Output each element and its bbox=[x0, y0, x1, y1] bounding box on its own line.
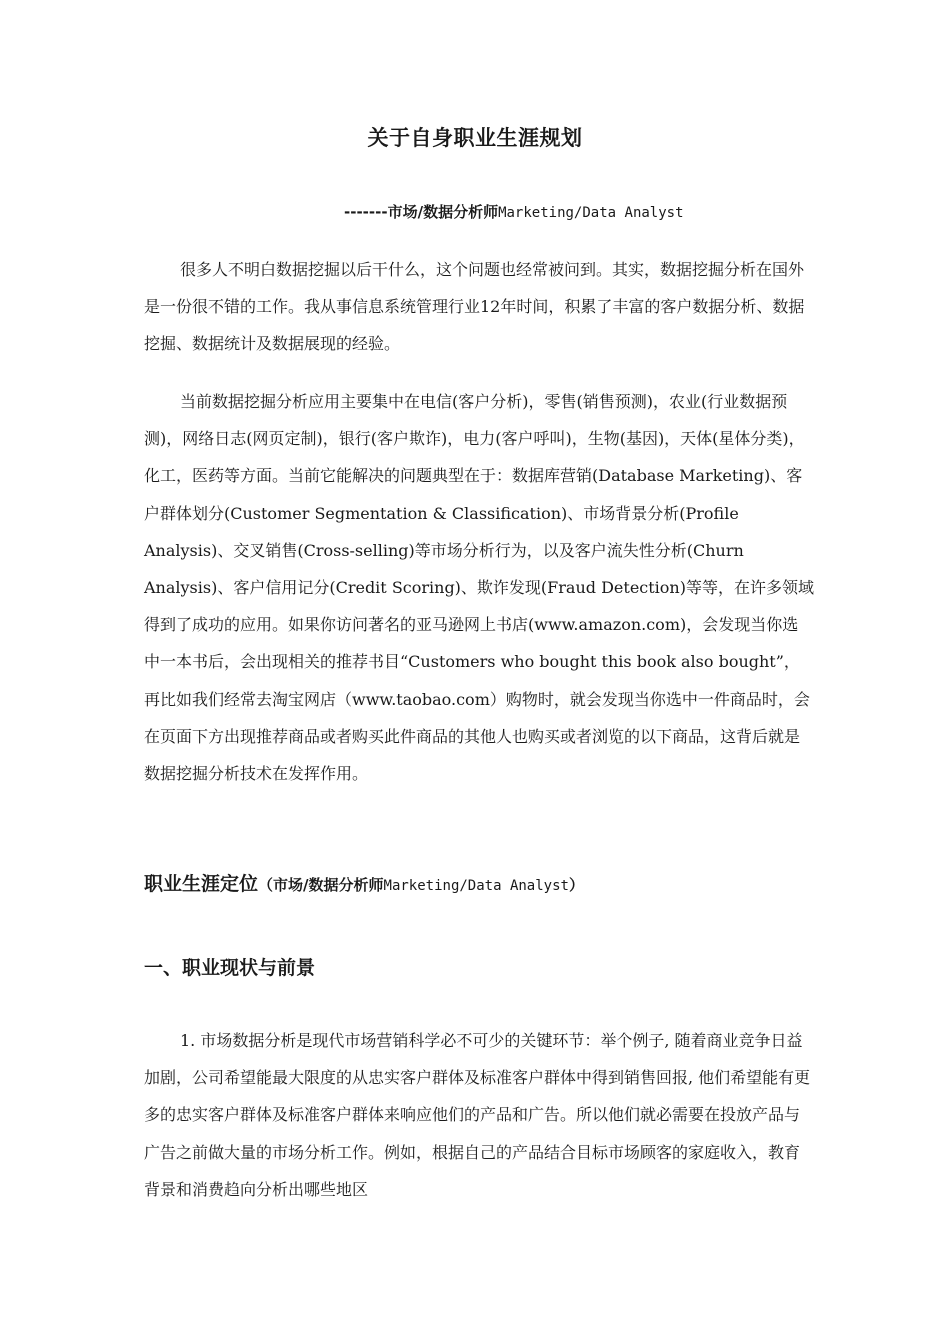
subtitle-chinese: 市场/数据分析师 bbox=[387, 203, 499, 221]
subtitle-english: Marketing/Data Analyst bbox=[498, 205, 684, 221]
career-positioning-english: Marketing/Data Analyst bbox=[383, 878, 569, 894]
document-title: 关于自身职业生涯规划 bbox=[367, 126, 583, 150]
subtitle-dashes: ------- bbox=[344, 203, 388, 221]
career-positioning-open-paren: （ bbox=[258, 876, 274, 894]
career-positioning-close-paren: ） bbox=[568, 876, 584, 894]
career-positioning-chinese: 市场/数据分析师 bbox=[273, 876, 384, 894]
section-one-paragraph: 1. 市场数据分析是现代市场营销科学必不可少的关键环节：举个例子, 随着商业竞争日益加剧，公司希望能最大限度的从忠实客户群体及标准客户群体中得到销售回报, 他们希望能有更多的忠实客户群体及标准客户群体来响应他们的产品和广告。所以他们就必需要在投放产品与广告之前做大量的市场分析工作。例如，根据自己的产品结合目标市场顾客的家庭收入，教育背景和消费趋向分析出哪些地区 bbox=[144, 1031, 811, 1199]
career-positioning-heading bbox=[144, 869, 584, 901]
intro-paragraph: 很多人不明白数据挖掘以后干什么，这个问题也经常被问到。其实，数据挖掘分析在国外是一份很不错的工作。我从事信息系统管理行业12年时间，积累了丰富的客户数据分析、数据挖掘、数据统计及数据展现的经验。 bbox=[144, 260, 805, 354]
career-positioning-title: 职业生涯定位 bbox=[144, 873, 259, 895]
document-subtitle bbox=[344, 200, 684, 225]
applications-paragraph: 当前数据挖掘分析应用主要集中在电信(客户分析)，零售(销售预测)，农业(行业数据预测)，网络日志(网页定制)，银行(客户欺诈)，电力(客户呼叫)，生物(基因)，天体(星体分类)，化工，医药等方面。当前它能解决的问题典型在于：数据库营销(Database Marketing)、客户群体划分(Customer Segmentation & Classification)、市场背景分析(Profile Analysis)、交叉销售(Cross-selling)等市场分析行为，以及客户流失性分析(Churn Analysis)、客户信用记分(Credit Scoring)、欺诈发现(Fraud Detection)等等，在许多领域得到了成功的应用。如果你访问著名的亚马逊网上书店(www.amazon.com)，会发现当你选中一本书后，会出现相关的推荐书目“Customers who bought this book also bought”，再比如我们经常去淘宝网店（www.taobao.com）购物时，就会发现当你选中一件商品时，会在页面下方出现推荐商品或者购买此件商品的其他人也购买或者浏览的以下商品，这背后就是数据挖掘分析技术在发挥作用。 bbox=[144, 392, 814, 784]
section-one-heading: 一、职业现状与前景 bbox=[144, 957, 316, 979]
